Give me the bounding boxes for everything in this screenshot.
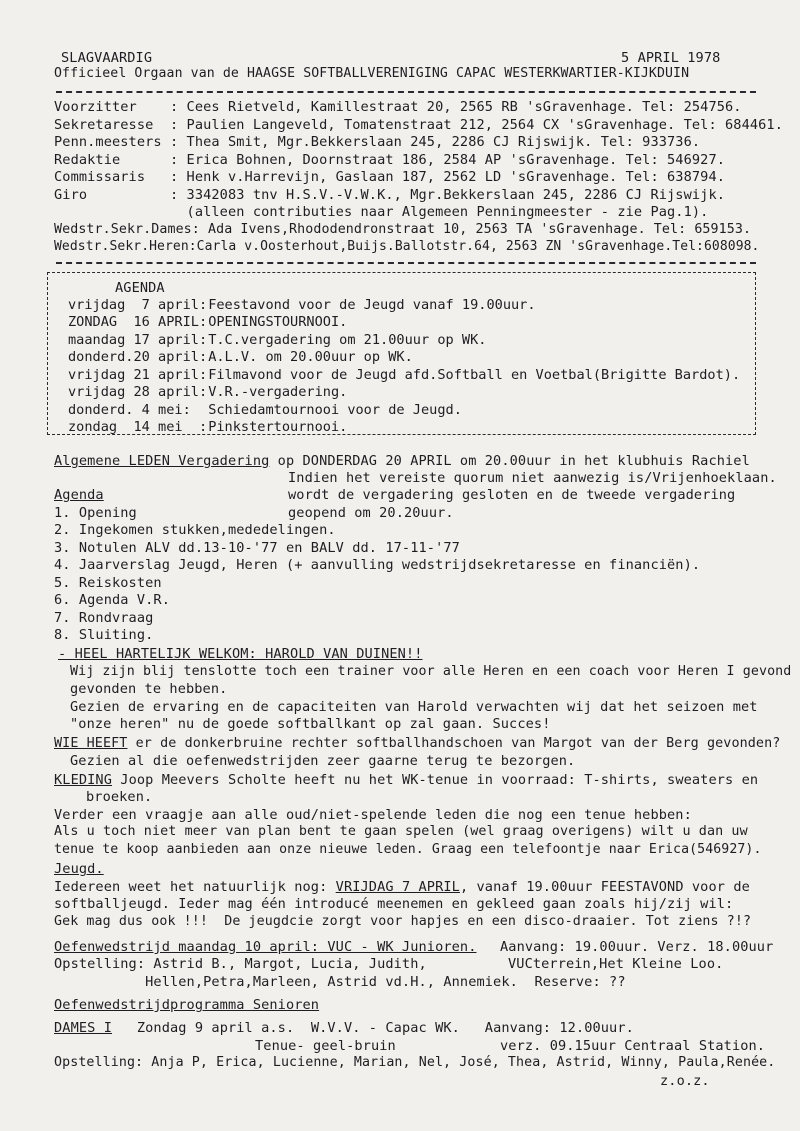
kleding-line-1: KLEDING Joop Meevers Scholte heeft nu het WK-tenue in voorraad: T-shirts, sweaters en [54, 772, 759, 788]
jeugd-line-2: softballjeugd. Ieder mag één introducé meenemen en gekleed gaan zoals hij/zij wil: [54, 896, 734, 912]
alv-item: 3. Notulen ALV dd.13-10-'77 en BALV dd. 17-11-'77 [54, 540, 460, 556]
kleding-line-3: Verder een vraagje aan alle oud/niet-spelende leden die nog een tenue hebben: [54, 807, 692, 823]
board-wedstr-dames: Wedstr.Sekr.Dames: Ada Ivens,Rhododendronstraat 10, 2563 TA 'sGravenhage. Tel: 659153. [54, 222, 752, 237]
kleding-line-2: broeken. [86, 789, 153, 805]
alv-line-4: geopend om 20.20uur. [288, 505, 454, 521]
kleding-line-5: tenue te koop aanbieden aan onze nieuwe leden. Graag een telefoontje naar Erica(546927). [54, 842, 762, 857]
alv-item: 4. Jaarverslag Jeugd, Heren (+ aanvulling wedstrijdsekretaresse en financiën). [54, 557, 701, 573]
welkom-text: gevonden te hebben. [70, 681, 228, 697]
wieheeft-line-1: WIE HEEFT er de donkerbruine rechter softballhandschoen van Margot van der Berg gevonden? [54, 736, 781, 751]
alv-item: 7. Rondvraag [54, 610, 154, 626]
agenda-item: vrijdag 7 april: Feestavond voor de Jeugd vanaf 19.00uur. [68, 297, 536, 313]
board-sekretaresse: Sekretaresse : Paulien Langeveld, Tomatenstraat 212, 2564 CX 'sGravenhage. Tel: 684461. [54, 117, 784, 133]
masthead-title: SLAGVAARDIG [61, 50, 153, 66]
alv-line-2: Indien het vereiste quorum niet aanwezig is/Vrijenhoeklaan. [288, 470, 777, 486]
alv-agenda-label: Agenda [54, 487, 104, 503]
oefen-aanvang: Aanvang: 19.00uur. Verz. 18.00uur [500, 939, 774, 955]
agenda-item: vrijdag 28 april: V.R.-vergadering. [68, 384, 348, 400]
divider [56, 91, 756, 93]
senioren-dames: DAMES I Zondag 9 april a.s. W.V.V. - Capac WK. Aanvang: 12.00uur. [54, 1020, 634, 1036]
senioren-heading: Oefenwedstrijdprogramma Senioren [54, 997, 320, 1013]
senioren-tenue: Tenue- geel-bruin [255, 1038, 396, 1054]
alv-item: 6. Agenda V.R. [54, 592, 170, 608]
agenda-item: ZONDAG 16 APRIL: OPENINGSTOURNOOI. [68, 314, 348, 330]
board-wedstr-heren: Wedstr.Sekr.Heren:Carla v.Oosterhout,Buijs.Ballotstr.64, 2563 ZN 'sGravenhage.Tel:608098. [54, 239, 760, 254]
alv-item: 8. Sluiting. [54, 627, 154, 643]
welkom-text: Wij zijn blij tenslotte toch een trainer voor alle Heren en een coach voor Heren I gevond [70, 664, 792, 679]
board-redaktie: Redaktie : Erica Bohnen, Doornstraat 186, 2584 AP 'sGravenhage. Tel: 546927. [54, 152, 726, 168]
jeugd-line-1: Iedereen weet het natuurlijk nog: VRIJDAG 7 APRIL, vanaf 19.00uur FEESTAVOND voor de [54, 879, 750, 895]
kleding-line-4: Als u toch niet meer van plan bent te gaan spelen (wel graag overigens) wilt u dan uw [54, 824, 748, 839]
alv-line-3: wordt de vergadering gesloten en de tweede vergadering [288, 487, 736, 503]
page-turn-note: z.o.z. [660, 1073, 710, 1089]
board-giro-note: (alleen contributies naar Algemeen Penningmeester - zie Pag.1). [54, 204, 709, 220]
board-giro: Giro : 3342083 tnv H.S.V.-V.W.K., Mgr.Bekkerslaan 245, 2286 CJ Rijswijk. [54, 187, 726, 203]
welkom-heading: - HEEL HARTELIJK WELKOM: HAROLD VAN DUINEN!! [58, 646, 423, 662]
jeugd-heading: Jeugd. [54, 861, 104, 877]
senioren-verz: verz. 09.15uur Centraal Station. [500, 1038, 766, 1054]
alv-item: 5. Reiskosten [54, 575, 162, 591]
oefen-opstelling: Opstelling: Astrid B., Margot, Lucia, Judith, [54, 956, 427, 972]
agenda-item: zondag 14 mei : Pinkstertournooi. [68, 419, 348, 435]
board-penningmeester: Penn.meesters : Thea Smit, Mgr.Bekkerslaan 245, 2286 CJ Rijswijk. Tel: 933736. [54, 134, 701, 150]
alv-item: 1. Opening [54, 505, 137, 521]
board-voorzitter: Voorzitter : Cees Rietveld, Kamillestraat 20, 2565 RB 'sGravenhage. Tel: 254756. [54, 99, 742, 115]
divider [56, 262, 756, 264]
board-commissaris: Commissaris : Henk v.Harrevijn, Gaslaan 187, 2562 LD 'sGravenhage. Tel: 638794. [54, 169, 726, 185]
agenda-item: maandag 17 april: T.C.vergadering om 21.00uur op WK. [68, 332, 487, 348]
oefen-terrein: VUCterrein,Het Kleine Loo. [508, 956, 724, 972]
jeugd-line-3: Gek mag dus ook !!! De jeugdcie zorgt voor hapjes en een disco-draaier. Tot ziens ?!? [54, 914, 752, 929]
welkom-text: Gezien de ervaring en de capaciteiten van Harold verwachten wij dat het seizoen met [70, 699, 758, 715]
agenda-title: AGENDA [115, 280, 165, 296]
alv-line-1: Algemene LEDEN Vergadering op DONDERDAG 20 APRIL om 20.00uur in het klubhuis Rachiel [54, 453, 750, 469]
agenda-item: vrijdag 21 april: Filmavond voor de Jeugd afd.Softball en Voetbal(Brigitte Bardot). [68, 367, 741, 383]
welkom-text: "onze heren" nu de goede softballkant op zal gaan. Succes! [70, 716, 551, 732]
oefen-opstelling-2: Hellen,Petra,Marleen, Astrid vd.H., Annemiek. Reserve: ?? [54, 974, 626, 990]
oefen-heading: Oefenwedstrijd maandag 10 april: VUC - WK Junioren. [54, 939, 477, 955]
agenda-item: donderd.20 april: A.L.V. om 20.00uur op WK. [68, 349, 413, 365]
masthead-subtitle: Officieel Orgaan van de HAAGSE SOFTBALLVERENIGING CAPAC WESTERKWARTIER-KIJKDUIN [54, 66, 690, 81]
agenda-item: donderd. 4 mei: Schiedamtournooi voor de Jeugd. [68, 402, 462, 418]
wieheeft-line-2: Gezien al die oefenwedstrijden zeer gaarne terug te bezorgen. [70, 753, 576, 769]
issue-date: 5 APRIL 1978 [621, 50, 721, 66]
alv-item: 2. Ingekomen stukken,mededelingen. [54, 522, 336, 538]
senioren-opstelling: Opstelling: Anja P, Erica, Lucienne, Marian, Nel, José, Thea, Astrid, Winny, Paula,Renée. [54, 1055, 776, 1070]
